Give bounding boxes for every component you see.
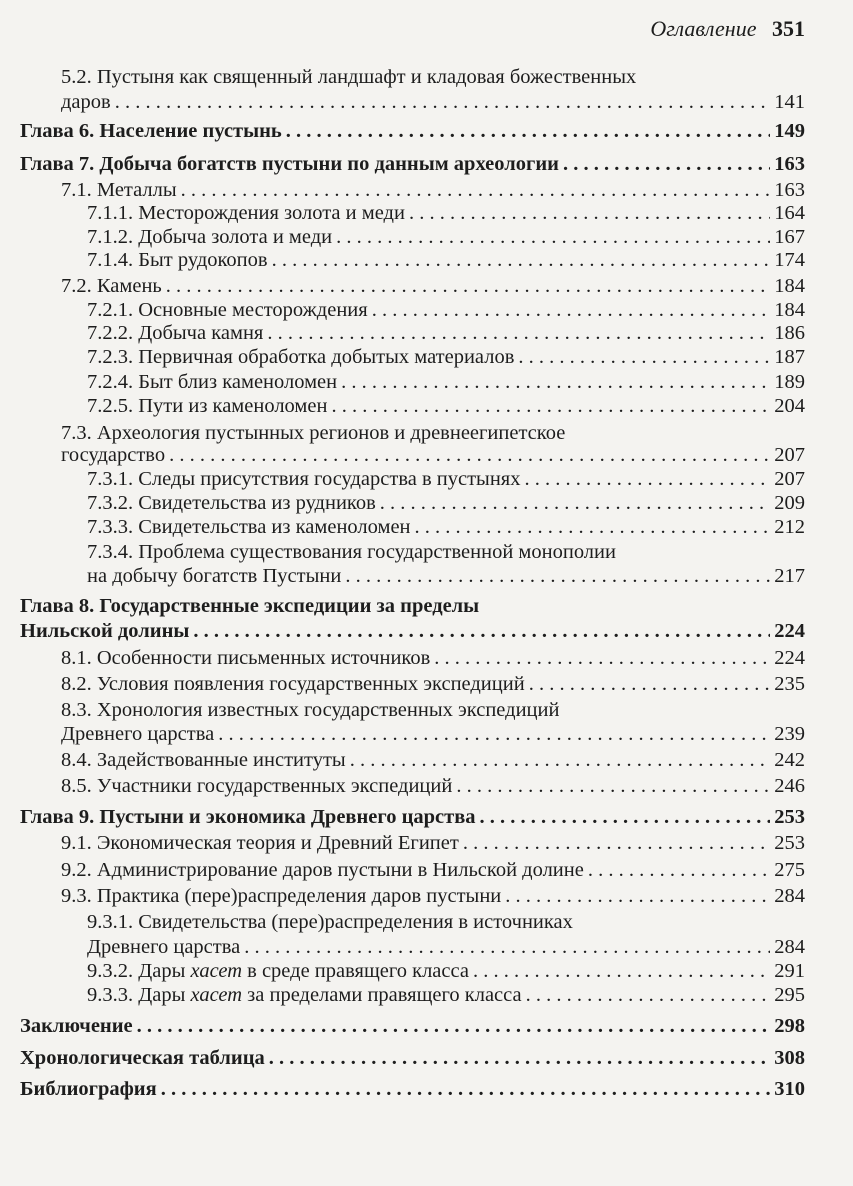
toc-entry-label: 8.4. Задействованные институты: [61, 749, 346, 771]
toc-entry-page: 242: [774, 749, 805, 771]
toc-entry-page: 284: [774, 936, 805, 958]
toc-entry-label: 7.1.4. Быт рудокопов: [87, 249, 268, 271]
dot-leader: [341, 370, 770, 394]
toc-entry-page: 275: [774, 859, 805, 881]
toc-entry: [87, 225, 805, 249]
dot-leader: [286, 119, 770, 143]
dot-leader: [563, 152, 770, 176]
toc-entry-page: 209: [774, 492, 805, 514]
toc-entry-page: 310: [774, 1078, 805, 1100]
toc-entry: [87, 935, 805, 959]
running-header: [650, 16, 805, 42]
dot-leader: [524, 467, 770, 491]
toc-entry-page: 253: [774, 832, 805, 854]
dot-leader: [269, 1046, 770, 1070]
toc-entry-page: 295: [774, 984, 805, 1006]
toc-entry-label: 9.1. Экономическая теория и Древний Египет: [61, 832, 459, 854]
toc-entry-page: 207: [774, 468, 805, 490]
dot-leader: [518, 345, 770, 369]
toc-entry-label: 7.1.2. Добыча золота и меди: [87, 226, 333, 248]
page-number: 351: [772, 16, 805, 41]
toc-entry-label: 8.1. Особенности письменных источников: [61, 647, 431, 669]
toc-entry: [87, 983, 805, 1007]
toc-entry: [61, 443, 805, 467]
dot-leader: [372, 298, 771, 322]
toc-entry-label: 7.1.1. Месторождения золота и меди: [87, 202, 405, 224]
toc-entry-label: Глава 6. Население пустынь: [20, 120, 282, 142]
toc-entry: [61, 274, 805, 298]
toc-entry: [87, 515, 805, 539]
dot-leader: [409, 201, 770, 225]
toc-entry-page: 224: [774, 620, 805, 642]
dot-leader: [456, 774, 770, 798]
toc-entry-label: 8.5. Участники государственных экспедиций: [61, 775, 453, 797]
toc-entry-page: 174: [774, 249, 805, 271]
toc-entry: [87, 298, 805, 322]
toc-entry: [61, 774, 805, 798]
toc-entry-label: 7.3.3. Свидетельства из каменоломен: [87, 516, 411, 538]
toc-entry: [61, 748, 805, 772]
toc-entry-page: 212: [774, 516, 805, 538]
toc-entry-page: 164: [774, 202, 805, 224]
dot-leader: [526, 983, 771, 1007]
toc-entry-label: 7.3.2. Свидетельства из рудников: [87, 492, 376, 514]
toc-entry-label: 7.2.2. Добыча камня: [87, 322, 264, 344]
dot-leader: [267, 321, 770, 345]
toc-line: 7.3. Археология пустынных регионов и древнеегипетское: [61, 422, 566, 444]
toc-entry-label: 7.2. Камень: [61, 275, 162, 297]
toc-line: Глава 8. Государственные экспедиции за пределы: [20, 595, 480, 617]
toc-entry-page: 308: [774, 1047, 805, 1069]
toc-entry-label: 8.2. Условия появления государственных экспедиций: [61, 673, 525, 695]
toc-entry: [87, 201, 805, 225]
toc-entry: [61, 831, 805, 855]
dot-leader: [336, 225, 770, 249]
dot-leader: [161, 1077, 771, 1101]
toc-entry-page: 224: [774, 647, 805, 669]
toc-entry-page: 253: [774, 806, 805, 828]
toc-entry: [61, 884, 805, 908]
toc-line: 7.3.4. Проблема существования государственной монополии: [87, 541, 616, 563]
dot-leader: [529, 672, 771, 696]
toc-entry: [87, 370, 805, 394]
running-header-title: Оглавление: [650, 16, 757, 41]
dot-leader: [272, 248, 771, 272]
dot-leader: [331, 394, 770, 418]
toc-entry-label: 7.3.1. Следы присутствия государства в пустынях: [87, 468, 521, 490]
toc-chapter: [20, 619, 805, 643]
toc-entry-label: государство: [61, 444, 166, 466]
toc-entry-page: 189: [774, 371, 805, 393]
toc-entry-label: Древнего царства: [87, 936, 241, 958]
dot-leader: [380, 491, 770, 515]
toc-entry-label: 7.1. Металлы: [61, 179, 177, 201]
toc-entry-page: 141: [774, 91, 805, 113]
dot-leader: [345, 564, 770, 588]
dot-leader: [415, 515, 771, 539]
toc-entry-label: Библиография: [20, 1078, 157, 1100]
toc-chapter: [20, 152, 805, 176]
toc-entry-label: 9.3.2. Дары хасет в среде правящего класса: [87, 960, 469, 982]
dot-leader: [166, 274, 770, 298]
toc-entry-page: 217: [774, 565, 805, 587]
toc-chapter: [20, 805, 805, 829]
toc-entry: [61, 646, 805, 670]
toc-entry: [87, 564, 805, 588]
toc-entry: [61, 722, 805, 746]
dot-leader: [169, 443, 770, 467]
dot-leader: [434, 646, 770, 670]
toc-entry-page: 163: [774, 153, 805, 175]
toc-entry-label: даров: [61, 91, 111, 113]
toc-entry-label: 9.3. Практика (пере)распределения даров пустыни: [61, 885, 502, 907]
toc-entry-page: 207: [774, 444, 805, 466]
toc-entry: [61, 672, 805, 696]
toc-line: 5.2. Пустыня как священный ландшафт и кладовая божественных: [61, 66, 637, 88]
toc-entry-page: 246: [774, 775, 805, 797]
toc-entry-label: Древнего царства: [61, 723, 215, 745]
toc-entry: [61, 858, 805, 882]
dot-leader: [244, 935, 770, 959]
toc-entry: [87, 959, 805, 983]
toc-entry-page: 163: [774, 179, 805, 201]
toc-line: 9.3.1. Свидетельства (пере)распределения в источниках: [87, 911, 573, 933]
toc-entry-page: 184: [774, 275, 805, 297]
toc-chapter: [20, 119, 805, 143]
dot-leader: [463, 831, 770, 855]
toc-entry: [61, 90, 805, 114]
toc-entry-page: 239: [774, 723, 805, 745]
toc-chapter: [20, 1077, 805, 1101]
toc-entry-page: 149: [774, 120, 805, 142]
toc-entry: [87, 345, 805, 369]
dot-leader: [181, 178, 771, 202]
dot-leader: [505, 884, 770, 908]
dot-leader: [350, 748, 771, 772]
toc-entry-label: 9.3.3. Дары хасет за пределами правящего класса: [87, 984, 522, 1006]
toc-entry: [87, 394, 805, 418]
dot-leader: [588, 858, 770, 882]
toc-entry-label: Глава 9. Пустыни и экономика Древнего царства: [20, 806, 476, 828]
toc-entry-label: на добычу богатств Пустыни: [87, 565, 342, 587]
toc-entry-page: 204: [774, 395, 805, 417]
toc-chapter: [20, 1014, 805, 1038]
toc-entry-page: 298: [774, 1015, 805, 1037]
toc-entry-page: 187: [774, 346, 805, 368]
toc-entry-label: Хронологическая таблица: [20, 1047, 265, 1069]
dot-leader: [473, 959, 770, 983]
toc-entry-label: 7.2.4. Быт близ каменоломен: [87, 371, 338, 393]
toc-entry: [87, 467, 805, 491]
toc-line: 8.3. Хронология известных государственных экспедиций: [61, 699, 560, 721]
toc-entry: [87, 321, 805, 345]
toc-entry-page: 167: [774, 226, 805, 248]
toc-entry-label: Глава 7. Добыча богатств пустыни по данным археологии: [20, 153, 559, 175]
toc-entry: [61, 178, 805, 202]
toc-chapter: [20, 1046, 805, 1070]
dot-leader: [137, 1014, 771, 1038]
toc-entry-page: 284: [774, 885, 805, 907]
toc-entry-label: 7.2.5. Пути из каменоломен: [87, 395, 328, 417]
toc-entry-label: 7.2.3. Первичная обработка добытых материалов: [87, 346, 515, 368]
dot-leader: [480, 805, 771, 829]
toc-entry-label: Заключение: [20, 1015, 133, 1037]
toc-entry-page: 184: [774, 299, 805, 321]
toc-entry-label: 7.2.1. Основные месторождения: [87, 299, 368, 321]
toc-entry: [87, 248, 805, 272]
toc-entry-page: 235: [774, 673, 805, 695]
dot-leader: [193, 619, 770, 643]
dot-leader: [115, 90, 771, 114]
toc-entry-page: 291: [774, 960, 805, 982]
toc-entry-page: 186: [774, 322, 805, 344]
toc-entry: [87, 491, 805, 515]
dot-leader: [218, 722, 770, 746]
toc-entry-label: Нильской долины: [20, 620, 190, 642]
toc-entry-label: 9.2. Администрирование даров пустыни в Нильской долине: [61, 859, 584, 881]
